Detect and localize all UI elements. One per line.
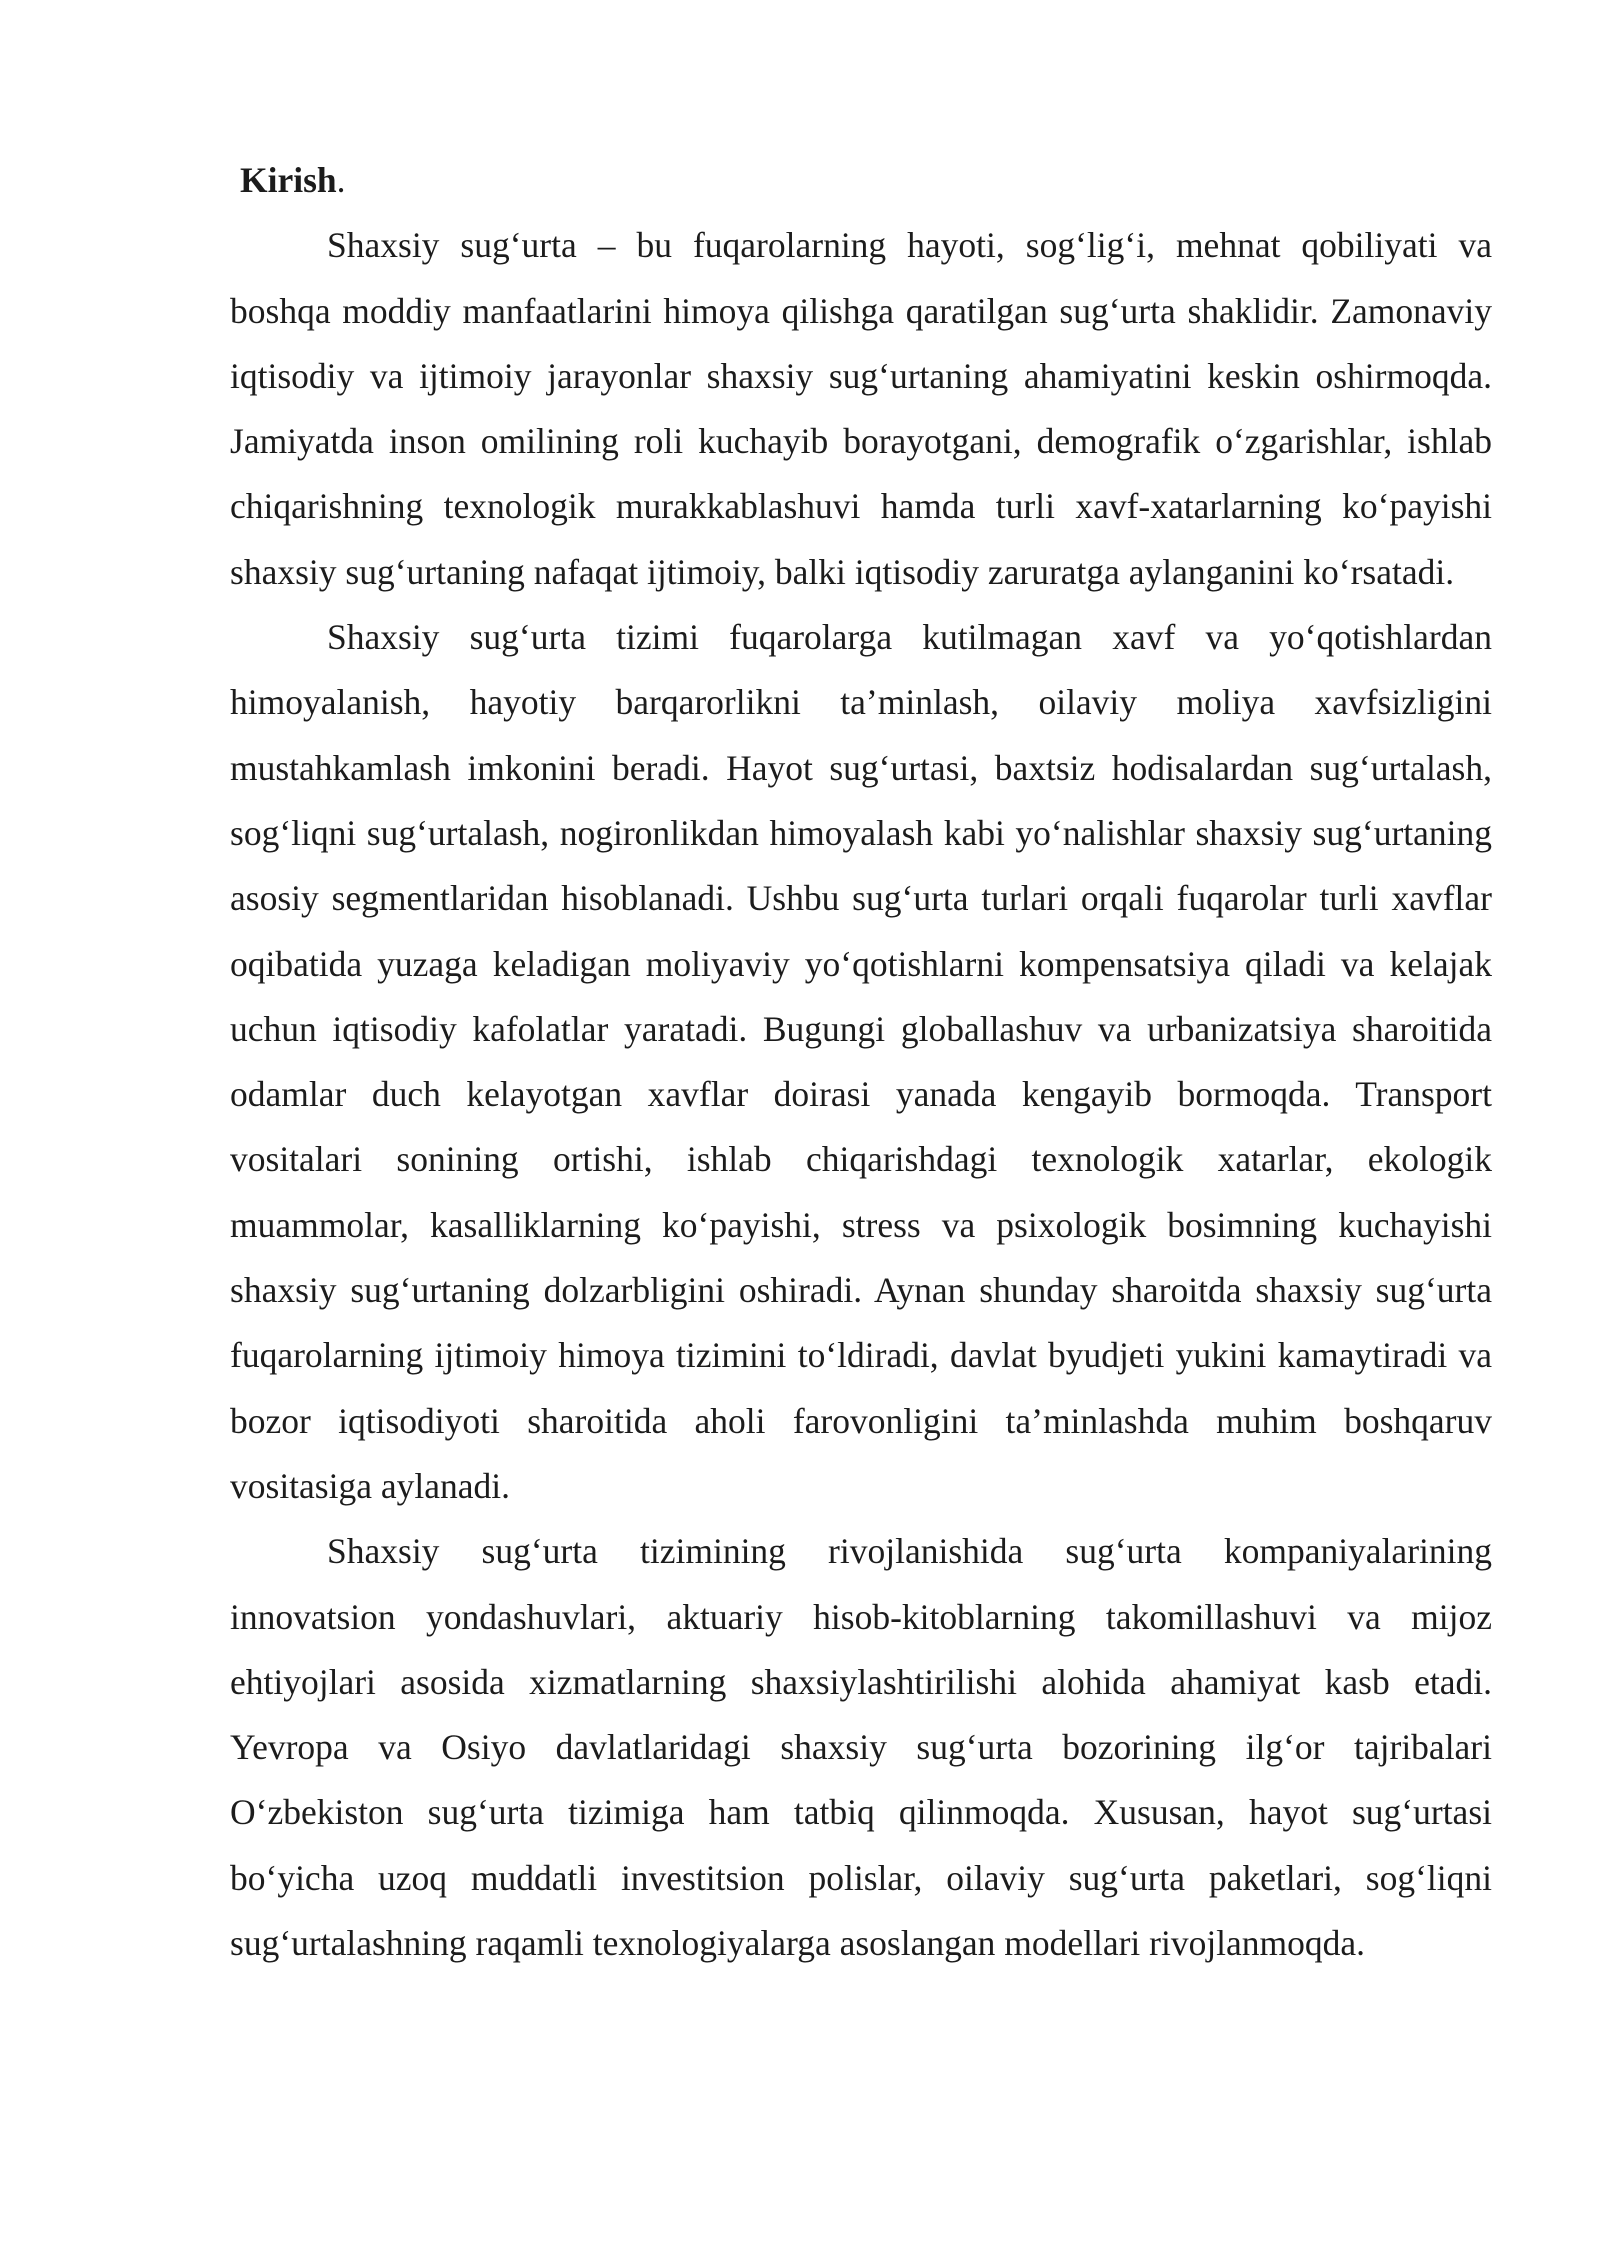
paragraph-3: Shaxsiy sug‘urta tizimining rivojlanishida sug‘urta kompaniyalarining innovatsion yondashuvlari, aktuariy hisob-kitoblarning takomillashuvi va mijoz ehtiyojlari asosida xizmatlarning shaxsiylashtirilishi alohida ahamiyat kasb etadi. Yevropa va Osiyo davlatlaridagi shaxsiy sug‘urta bozorining ilg‘or tajribalari O‘zbekiston sug‘urta tizimiga ham tatbiq qilinmoqda. Xususan, hayot sug‘urtasi bo‘yicha uzoq muddatli investitsion polislar, oilaviy sug‘urta paketlari, sog‘liqni sug‘urtalashning raqamli texnologiyalarga asoslangan modellari rivojlanmoqda. (230, 1531, 1492, 1964)
section-heading (230, 148, 1492, 213)
heading-punctuation: . (336, 160, 346, 200)
paragraph-2: Shaxsiy sug‘urta tizimi fuqarolarga kutilmagan xavf va yo‘qotishlardan himoyalanish, hayotiy barqarorlikni ta’minlash, oilaviy moliya xavfsizligini mustahkamlash imkonini beradi. Hayot sug‘urtasi, baxtsiz hodisalardan sug‘urtalash, sog‘liqni sug‘urtalash, nogironlikdan himoyalash kabi yo‘nalishlar shaxsiy sug‘urtaning asosiy segmentlaridan hisoblanadi. Ushbu sug‘urta turlari orqali fuqarolar turli xavflar oqibatida yuzaga keladigan moliyaviy yo‘qotishlarni kompensatsiya qiladi va kelajak uchun iqtisodiy kafolatlar yaratadi. Bugungi globallashuv va urbanizatsiya sharoitida odamlar duch kelayotgan xavflar doirasi yanada kengayib bormoqda. Transport vositalari sonining ortishi, ishlab chiqarishdagi texnologik xatarlar, ekologik muammolar, kasalliklarning ko‘payishi, stress va psixologik bosimning kuchayishi shaxsiy sug‘urtaning dolzarbligini oshiradi. Aynan shunday sharoitda shaxsiy sug‘urta fuqarolarning ijtimoiy himoya tizimini to‘ldiradi, davlat byudjeti yukini kamaytiradi va bozor iqtisodiyoti sharoitida aholi farovonligini ta’minlashda muhim boshqaruv vositasiga aylanadi. (230, 617, 1492, 1506)
paragraph-1: Shaxsiy sug‘urta – bu fuqarolarning hayoti, sog‘lig‘i, mehnat qobiliyati va boshqa moddiy manfaatlarini himoya qilishga qaratilgan sug‘urta shaklidir. Zamonaviy iqtisodiy va ijtimoiy jarayonlar shaxsiy sug‘urtaning ahamiyatini keskin oshirmoqda. Jamiyatda inson omilining roli kuchayib borayotgani, demografik o‘zgarishlar, ishlab chiqarishning texnologik murakkablashuvi hamda turli xavf-xatarlarning ko‘payishi shaxsiy sug‘urtaning nafaqat ijtimoiy, balki iqtisodiy zaruratga aylanganini ko‘rsatadi. (230, 225, 1492, 592)
heading-title: Kirish (240, 160, 337, 200)
document-body (230, 148, 1492, 1976)
